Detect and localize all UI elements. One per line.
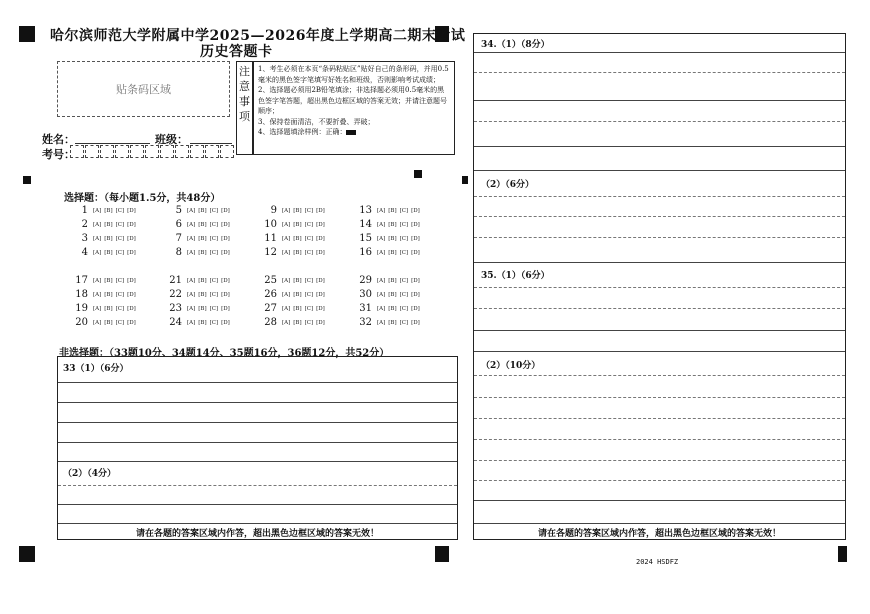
answer-bubble-b[interactable]: [B]	[293, 235, 302, 242]
choice-question-23	[164, 303, 233, 314]
question-number: 24	[169, 317, 182, 328]
answer-bubble-c[interactable]: [C]	[399, 235, 409, 242]
answer-bubble-c[interactable]: [C]	[209, 277, 219, 284]
question-number: 3	[81, 233, 88, 244]
exam-title: 哈尔滨师范大学附属中学2025—2026年度上学期高二期末考试	[50, 28, 466, 44]
answer-bubble-c[interactable]: [C]	[399, 207, 409, 214]
answer-bubble-a[interactable]: [A]	[282, 305, 291, 312]
locator-mark-mid-left	[23, 176, 31, 184]
q34-part2-label: （2）（6分）	[481, 180, 535, 190]
answer-bubble-c[interactable]: [C]	[304, 207, 314, 214]
q33-part2-label: （2）（4分）	[63, 469, 117, 479]
answer-bubble-c[interactable]: [C]	[399, 305, 409, 312]
answer-bubble-b[interactable]: [B]	[293, 207, 302, 214]
question-number: 31	[359, 303, 372, 314]
answer-bubble-d[interactable]: [D]	[316, 207, 325, 214]
answer-bubble-c[interactable]: [C]	[304, 235, 314, 242]
answer-bubble-c[interactable]: [C]	[115, 235, 125, 242]
choice-question-5	[164, 205, 233, 216]
answer-bubble-c[interactable]: [C]	[115, 277, 125, 284]
answer-bubble-d[interactable]: [D]	[221, 235, 230, 242]
class-field[interactable]	[190, 143, 232, 144]
choice-question-25	[259, 275, 328, 286]
answer-bubble-d[interactable]: [D]	[127, 291, 136, 298]
choice-question-2	[70, 219, 139, 230]
answer-bubble-a[interactable]: [A]	[93, 221, 102, 228]
answer-bubble-b[interactable]: [B]	[104, 319, 113, 326]
question-number: 8	[175, 247, 182, 258]
answer-bubble-b[interactable]: [B]	[293, 249, 302, 256]
answer-bubble-d[interactable]: [D]	[221, 277, 230, 284]
choice-question-8	[164, 247, 233, 258]
answer-bubble-a[interactable]: [A]	[93, 319, 102, 326]
answer-bubble-a[interactable]: [A]	[377, 277, 386, 284]
answer-bubble-a[interactable]: [A]	[93, 235, 102, 242]
answer-bubble-d[interactable]: [D]	[127, 221, 136, 228]
answer-bubble-d[interactable]: [D]	[127, 305, 136, 312]
answer-bubble-c[interactable]: [C]	[115, 207, 125, 214]
answer-bubble-d[interactable]: [D]	[221, 207, 230, 214]
question-number: 10	[264, 219, 277, 230]
answer-bubble-c[interactable]: [C]	[115, 291, 125, 298]
question-number: 15	[359, 233, 372, 244]
question-number: 6	[175, 219, 182, 230]
question-number: 12	[264, 247, 277, 258]
question-number: 5	[175, 205, 182, 216]
question-number: 9	[270, 205, 277, 216]
answer-bubble-b[interactable]: [B]	[388, 305, 397, 312]
answer-bubble-d[interactable]: [D]	[127, 249, 136, 256]
answer-bubble-b[interactable]: [B]	[104, 305, 113, 312]
answer-bubble-c[interactable]: [C]	[209, 249, 219, 256]
answer-bubble-a[interactable]: [A]	[93, 291, 102, 298]
answer-bubble-b[interactable]: [B]	[388, 207, 397, 214]
answer-bubble-c[interactable]: [C]	[304, 305, 314, 312]
answer-bubble-a[interactable]: [A]	[93, 305, 102, 312]
q34-part1-label: 34.（1）（8分）	[481, 40, 550, 50]
answer-bubble-a[interactable]: [A]	[377, 207, 386, 214]
answer-bubble-c[interactable]: [C]	[399, 249, 409, 256]
answer-bubble-b[interactable]: [B]	[104, 277, 113, 284]
answer-bubble-b[interactable]: [B]	[293, 221, 302, 228]
question-number: 28	[264, 317, 277, 328]
answer-bubble-a[interactable]: [A]	[282, 207, 291, 214]
answer-bubble-d[interactable]: [D]	[316, 319, 325, 326]
answer-bubble-c[interactable]: [C]	[115, 221, 125, 228]
answer-bubble-a[interactable]: [A]	[282, 319, 291, 326]
answer-bubble-c[interactable]: [C]	[209, 221, 219, 228]
answer-bubble-a[interactable]: [A]	[377, 305, 386, 312]
question-number: 21	[169, 275, 182, 286]
answer-bubble-d[interactable]: [D]	[411, 235, 420, 242]
answer-bubble-d[interactable]: [D]	[316, 221, 325, 228]
choice-question-12	[259, 247, 328, 258]
question-number: 4	[81, 247, 88, 258]
answer-bubble-a[interactable]: [A]	[377, 319, 386, 326]
notice-item-4: 4、选择题填涂样例：正确：	[258, 127, 450, 138]
answer-bubble-d[interactable]: [D]	[221, 319, 230, 326]
choice-question-14	[354, 219, 423, 230]
sheet-code: 2024 HSDFZ	[636, 558, 679, 566]
choice-question-16	[354, 247, 423, 258]
q35-part2-label: （2）（10分）	[481, 361, 541, 371]
answer-bubble-c[interactable]: [C]	[304, 277, 314, 284]
answer-bubble-b[interactable]: [B]	[293, 291, 302, 298]
choice-question-27	[259, 303, 328, 314]
choice-question-29	[354, 275, 423, 286]
answer-bubble-c[interactable]: [C]	[399, 277, 409, 284]
choice-question-19	[70, 303, 139, 314]
choice-question-32	[354, 317, 423, 328]
answer-bubble-d[interactable]: [D]	[411, 249, 420, 256]
question-number: 2	[81, 219, 88, 230]
answer-bubble-d[interactable]: [D]	[127, 277, 136, 284]
answer-bubble-b[interactable]: [B]	[198, 249, 207, 256]
locator-mark-bottom-left	[19, 546, 35, 562]
choice-question-6	[164, 219, 233, 230]
answer-bubble-c[interactable]: [C]	[209, 207, 219, 214]
answer-bubble-b[interactable]: [B]	[388, 249, 397, 256]
notice-box	[253, 61, 455, 155]
question-number: 32	[359, 317, 372, 328]
answer-bubble-c[interactable]: [C]	[209, 305, 219, 312]
choice-question-1	[70, 205, 139, 216]
warning-left: 请在各题的答案区域内作答，超出黑色边框区域的答案无效！	[135, 529, 379, 539]
question-number: 25	[264, 275, 277, 286]
answer-bubble-a[interactable]: [A]	[282, 291, 291, 298]
nonchoice-heading: 非选择题：（33题10分、34题14分、35题16分，36题12分，共52分）	[59, 348, 390, 359]
choice-question-10	[259, 219, 328, 230]
choice-question-13	[354, 205, 423, 216]
answer-bubble-d[interactable]: [D]	[221, 249, 230, 256]
answer-bubble-a[interactable]: [A]	[377, 291, 386, 298]
answer-bubble-a[interactable]: [A]	[187, 235, 196, 242]
answer-bubble-a[interactable]: [A]	[282, 235, 291, 242]
answer-bubble-a[interactable]: [A]	[187, 291, 196, 298]
answer-bubble-d[interactable]: [D]	[411, 221, 420, 228]
question-number: 14	[359, 219, 372, 230]
answer-bubble-c[interactable]: [C]	[115, 249, 125, 256]
question-number: 20	[75, 317, 88, 328]
answer-bubble-b[interactable]: [B]	[104, 235, 113, 242]
answer-bubble-a[interactable]: [A]	[93, 249, 102, 256]
question-number: 17	[75, 275, 88, 286]
choice-question-9	[259, 205, 328, 216]
question-number: 18	[75, 289, 88, 300]
answer-bubble-a[interactable]: [A]	[377, 221, 386, 228]
answer-bubble-d[interactable]: [D]	[127, 207, 136, 214]
answer-bubble-a[interactable]: [A]	[377, 249, 386, 256]
locator-mark-bottom-center	[435, 546, 449, 562]
question-number: 23	[169, 303, 182, 314]
question-number: 30	[359, 289, 372, 300]
answer-bubble-a[interactable]: [A]	[187, 319, 196, 326]
answer-bubble-d[interactable]: [D]	[127, 319, 136, 326]
answer-bubble-c[interactable]: [C]	[399, 319, 409, 326]
choice-question-4	[70, 247, 139, 258]
question-number: 22	[169, 289, 182, 300]
answer-bubble-a[interactable]: [A]	[187, 305, 196, 312]
answer-bubble-b[interactable]: [B]	[104, 291, 113, 298]
question-number: 26	[264, 289, 277, 300]
answer-bubble-b[interactable]: [B]	[388, 319, 397, 326]
answer-bubble-b[interactable]: [B]	[198, 207, 207, 214]
question-number: 16	[359, 247, 372, 258]
choice-question-24	[164, 317, 233, 328]
answer-bubble-c[interactable]: [C]	[115, 305, 125, 312]
choice-question-3	[70, 233, 139, 244]
answer-bubble-b[interactable]: [B]	[388, 221, 397, 228]
answer-bubble-a[interactable]: [A]	[187, 277, 196, 284]
id-boxes[interactable]	[70, 145, 235, 158]
answer-box-q33	[57, 356, 458, 540]
answer-bubble-b[interactable]: [B]	[293, 277, 302, 284]
question-number: 1	[81, 205, 88, 216]
notice-item-2: 2、选择题必须用2B铅笔填涂；非选择题必须用0.5毫米的黑色签字笔答题，超出黑色边框区域的答案无效；并请注意题号顺序；	[258, 86, 447, 115]
answer-bubble-c[interactable]: [C]	[209, 319, 219, 326]
answer-bubble-b[interactable]: [B]	[388, 277, 397, 284]
answer-bubble-b[interactable]: [B]	[198, 235, 207, 242]
answer-bubble-b[interactable]: [B]	[198, 277, 207, 284]
answer-bubble-d[interactable]: [D]	[411, 305, 420, 312]
choice-question-7	[164, 233, 233, 244]
q35-part1-label: 35.（1）（6分）	[481, 271, 550, 281]
q33-part1-label: 33（1）（6分）	[63, 364, 129, 374]
choice-question-18	[70, 289, 139, 300]
answer-bubble-a[interactable]: [A]	[282, 221, 291, 228]
answer-bubble-d[interactable]: [D]	[221, 221, 230, 228]
choice-question-15	[354, 233, 423, 244]
answer-bubble-b[interactable]: [B]	[293, 319, 302, 326]
answer-bubble-b[interactable]: [B]	[388, 291, 397, 298]
choice-question-22	[164, 289, 233, 300]
answer-bubble-b[interactable]: [B]	[104, 221, 113, 228]
class-label: 班级：	[155, 133, 188, 146]
answer-bubble-c[interactable]: [C]	[399, 291, 409, 298]
choice-question-28	[259, 317, 328, 328]
sheet-title: 历史答题卡	[200, 44, 273, 60]
question-number: 27	[264, 303, 277, 314]
answer-bubble-d[interactable]: [D]	[221, 305, 230, 312]
answer-bubble-d[interactable]: [D]	[316, 291, 325, 298]
answer-bubble-c[interactable]: [C]	[304, 291, 314, 298]
choice-question-21	[164, 275, 233, 286]
name-field[interactable]	[75, 143, 150, 144]
answer-bubble-b[interactable]: [B]	[198, 305, 207, 312]
choice-question-20	[70, 317, 139, 328]
filled-example-mark	[346, 130, 356, 135]
choice-question-30	[354, 289, 423, 300]
warning-right: 请在各题的答案区域内作答，超出黑色边框区域的答案无效！	[537, 529, 781, 539]
answer-bubble-c[interactable]: [C]	[209, 291, 219, 298]
answer-bubble-d[interactable]: [D]	[316, 305, 325, 312]
notice-item-1: 1、考生必须在本页“条码粘贴区”贴好自己的条形码，并用0.5毫米的黑色签字笔填写好姓名和班级，否则影响考试成绩；	[258, 65, 449, 84]
answer-bubble-d[interactable]: [D]	[411, 291, 420, 298]
answer-bubble-d[interactable]: [D]	[127, 235, 136, 242]
answer-bubble-d[interactable]: [D]	[316, 277, 325, 284]
locator-mark-mid-right	[462, 176, 468, 184]
question-number: 29	[359, 275, 372, 286]
answer-bubble-c[interactable]: [C]	[304, 221, 314, 228]
answer-bubble-b[interactable]: [B]	[198, 319, 207, 326]
answer-bubble-b[interactable]: [B]	[198, 221, 207, 228]
question-number: 11	[264, 233, 277, 244]
answer-bubble-b[interactable]: [B]	[198, 291, 207, 298]
barcode-area: 贴条码区域	[57, 61, 230, 117]
locator-mark-bottom-right	[838, 546, 847, 562]
answer-bubble-a[interactable]: [A]	[187, 221, 196, 228]
answer-bubble-c[interactable]: [C]	[304, 249, 314, 256]
notice-label: 注 意 事 项	[236, 61, 253, 155]
answer-bubble-c[interactable]: [C]	[304, 319, 314, 326]
id-label: 考号：	[42, 148, 75, 161]
locator-mark-mid-center	[414, 170, 422, 178]
answer-bubble-d[interactable]: [D]	[221, 291, 230, 298]
answer-bubble-b[interactable]: [B]	[104, 249, 113, 256]
answer-bubble-a[interactable]: [A]	[187, 249, 196, 256]
choice-question-26	[259, 289, 328, 300]
answer-bubble-a[interactable]: [A]	[377, 235, 386, 242]
name-label: 姓名：	[42, 133, 75, 146]
locator-mark-top-left	[19, 26, 35, 42]
answer-bubble-b[interactable]: [B]	[293, 305, 302, 312]
question-number: 19	[75, 303, 88, 314]
answer-bubble-d[interactable]: [D]	[411, 207, 420, 214]
choice-question-17	[70, 275, 139, 286]
answer-bubble-a[interactable]: [A]	[187, 207, 196, 214]
choice-question-31	[354, 303, 423, 314]
answer-bubble-d[interactable]: [D]	[316, 235, 325, 242]
notice-item-3: 3、保持卷面清洁，不要折叠、弄破；	[258, 117, 375, 126]
answer-bubble-d[interactable]: [D]	[316, 249, 325, 256]
question-number: 7	[175, 233, 182, 244]
choice-heading: 选择题：（每小题1.5分，共48分）	[64, 193, 221, 204]
answer-bubble-a[interactable]: [A]	[282, 277, 291, 284]
answer-bubble-d[interactable]: [D]	[411, 277, 420, 284]
answer-bubble-a[interactable]: [A]	[282, 249, 291, 256]
answer-bubble-d[interactable]: [D]	[411, 319, 420, 326]
question-number: 13	[359, 205, 372, 216]
choice-question-11	[259, 233, 328, 244]
answer-bubble-b[interactable]: [B]	[104, 207, 113, 214]
answer-bubble-c[interactable]: [C]	[209, 235, 219, 242]
answer-bubble-c[interactable]: [C]	[399, 221, 409, 228]
answer-bubble-b[interactable]: [B]	[388, 235, 397, 242]
answer-bubble-a[interactable]: [A]	[93, 277, 102, 284]
answer-bubble-a[interactable]: [A]	[93, 207, 102, 214]
answer-bubble-c[interactable]: [C]	[115, 319, 125, 326]
